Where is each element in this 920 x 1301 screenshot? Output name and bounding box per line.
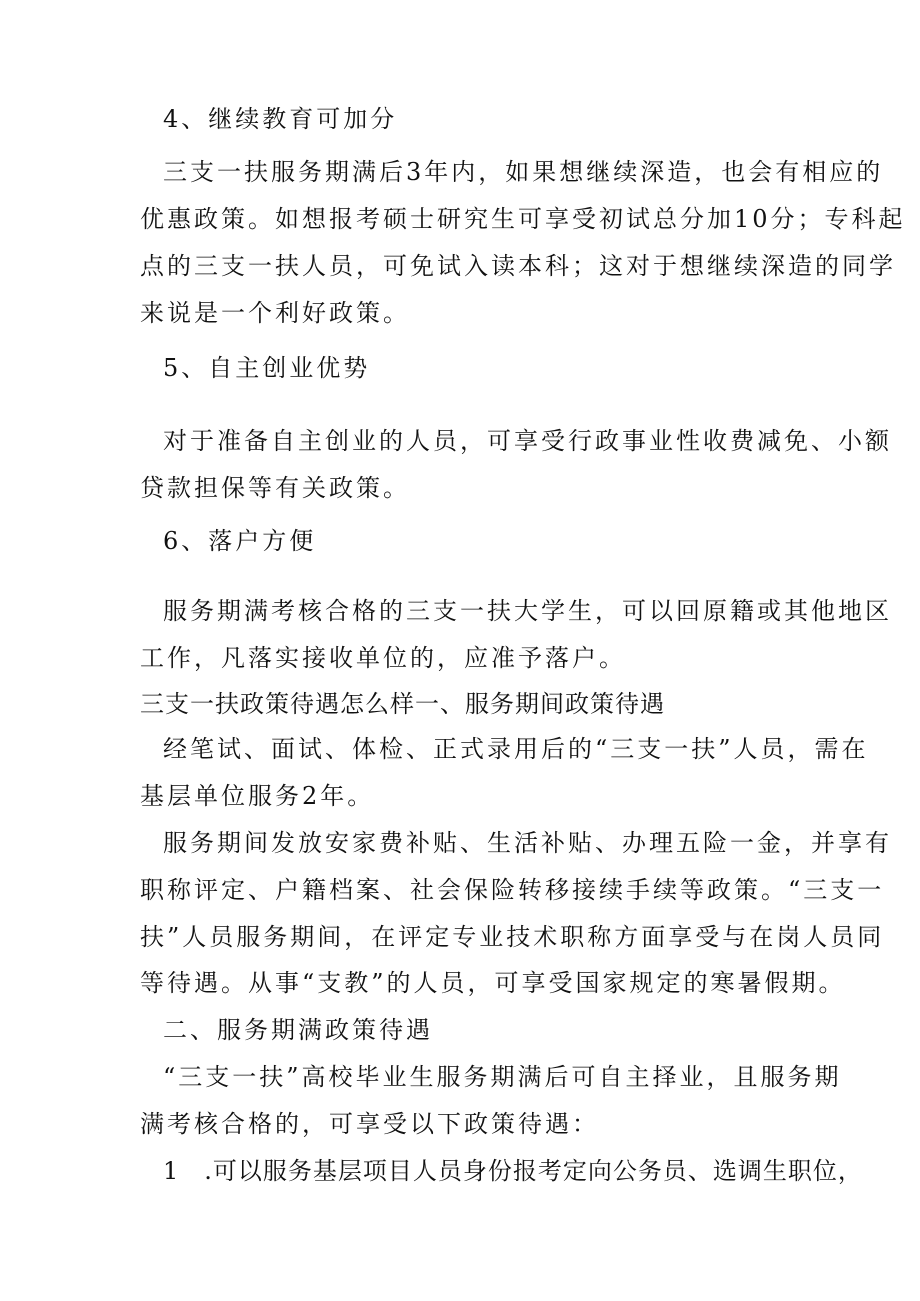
paragraph-line: 经笔试、面试、体检、正式录用后的“三支一扶”人员，需在 bbox=[163, 735, 869, 763]
heading-self-employment: 5、自主创业优势 bbox=[163, 354, 371, 382]
paragraph-line: 贷款担保等有关政策。 bbox=[140, 474, 410, 502]
paragraph-line: 扶”人员服务期间，在评定专业技术职称方面享受与在岗人员同 bbox=[140, 923, 885, 951]
heading-household-registration: 6、落户方便 bbox=[163, 527, 317, 555]
paragraph-line: 来说是一个利好政策。 bbox=[140, 299, 410, 327]
paragraph-line: 等待遇。从事“支教”的人员，可享受国家规定的寒暑假期。 bbox=[140, 969, 846, 997]
paragraph-line: 满考核合格的，可享受以下政策待遇： bbox=[140, 1110, 599, 1138]
list-item-line: 1 .可以服务基层项目人员身份报考定向公务员、选调生职位， bbox=[163, 1157, 863, 1185]
paragraph-line: 职称评定、户籍档案、社会保险转移接续手续等政策。“三支一 bbox=[140, 876, 885, 904]
heading-continuing-education: 4、继续教育可加分 bbox=[163, 105, 398, 133]
paragraph-line: 工作，凡落实接收单位的，应准予落户。 bbox=[140, 644, 626, 672]
heading-after-service: 二、服务期满政策待遇 bbox=[163, 1016, 433, 1044]
paragraph-line: 三支一扶服务期满后3年内，如果想继续深造，也会有相应的 bbox=[163, 158, 884, 186]
paragraph-line: “三支一扶”高校毕业生服务期满后可自主择业，且服务期 bbox=[163, 1063, 842, 1091]
paragraph-line: 基层单位服务2年。 bbox=[140, 782, 375, 810]
paragraph-line: 服务期满考核合格的三支一扶大学生，可以回原籍或其他地区 bbox=[163, 597, 892, 625]
section-title-policy-benefits: 三支一扶政策待遇怎么样一、服务期间政策待遇 bbox=[140, 690, 665, 718]
paragraph-line: 服务期间发放安家费补贴、生活补贴、办理五险一金，并享有 bbox=[163, 829, 892, 857]
paragraph-line: 点的三支一扶人员，可免试入读本科；这对于想继续深造的同学 bbox=[140, 252, 896, 280]
paragraph-line: 对于准备自主创业的人员，可享受行政事业性收费减免、小额 bbox=[163, 427, 892, 455]
paragraph-line: 优惠政策。如想报考硕士研究生可享受初试总分加10分；专科起 bbox=[140, 205, 906, 233]
